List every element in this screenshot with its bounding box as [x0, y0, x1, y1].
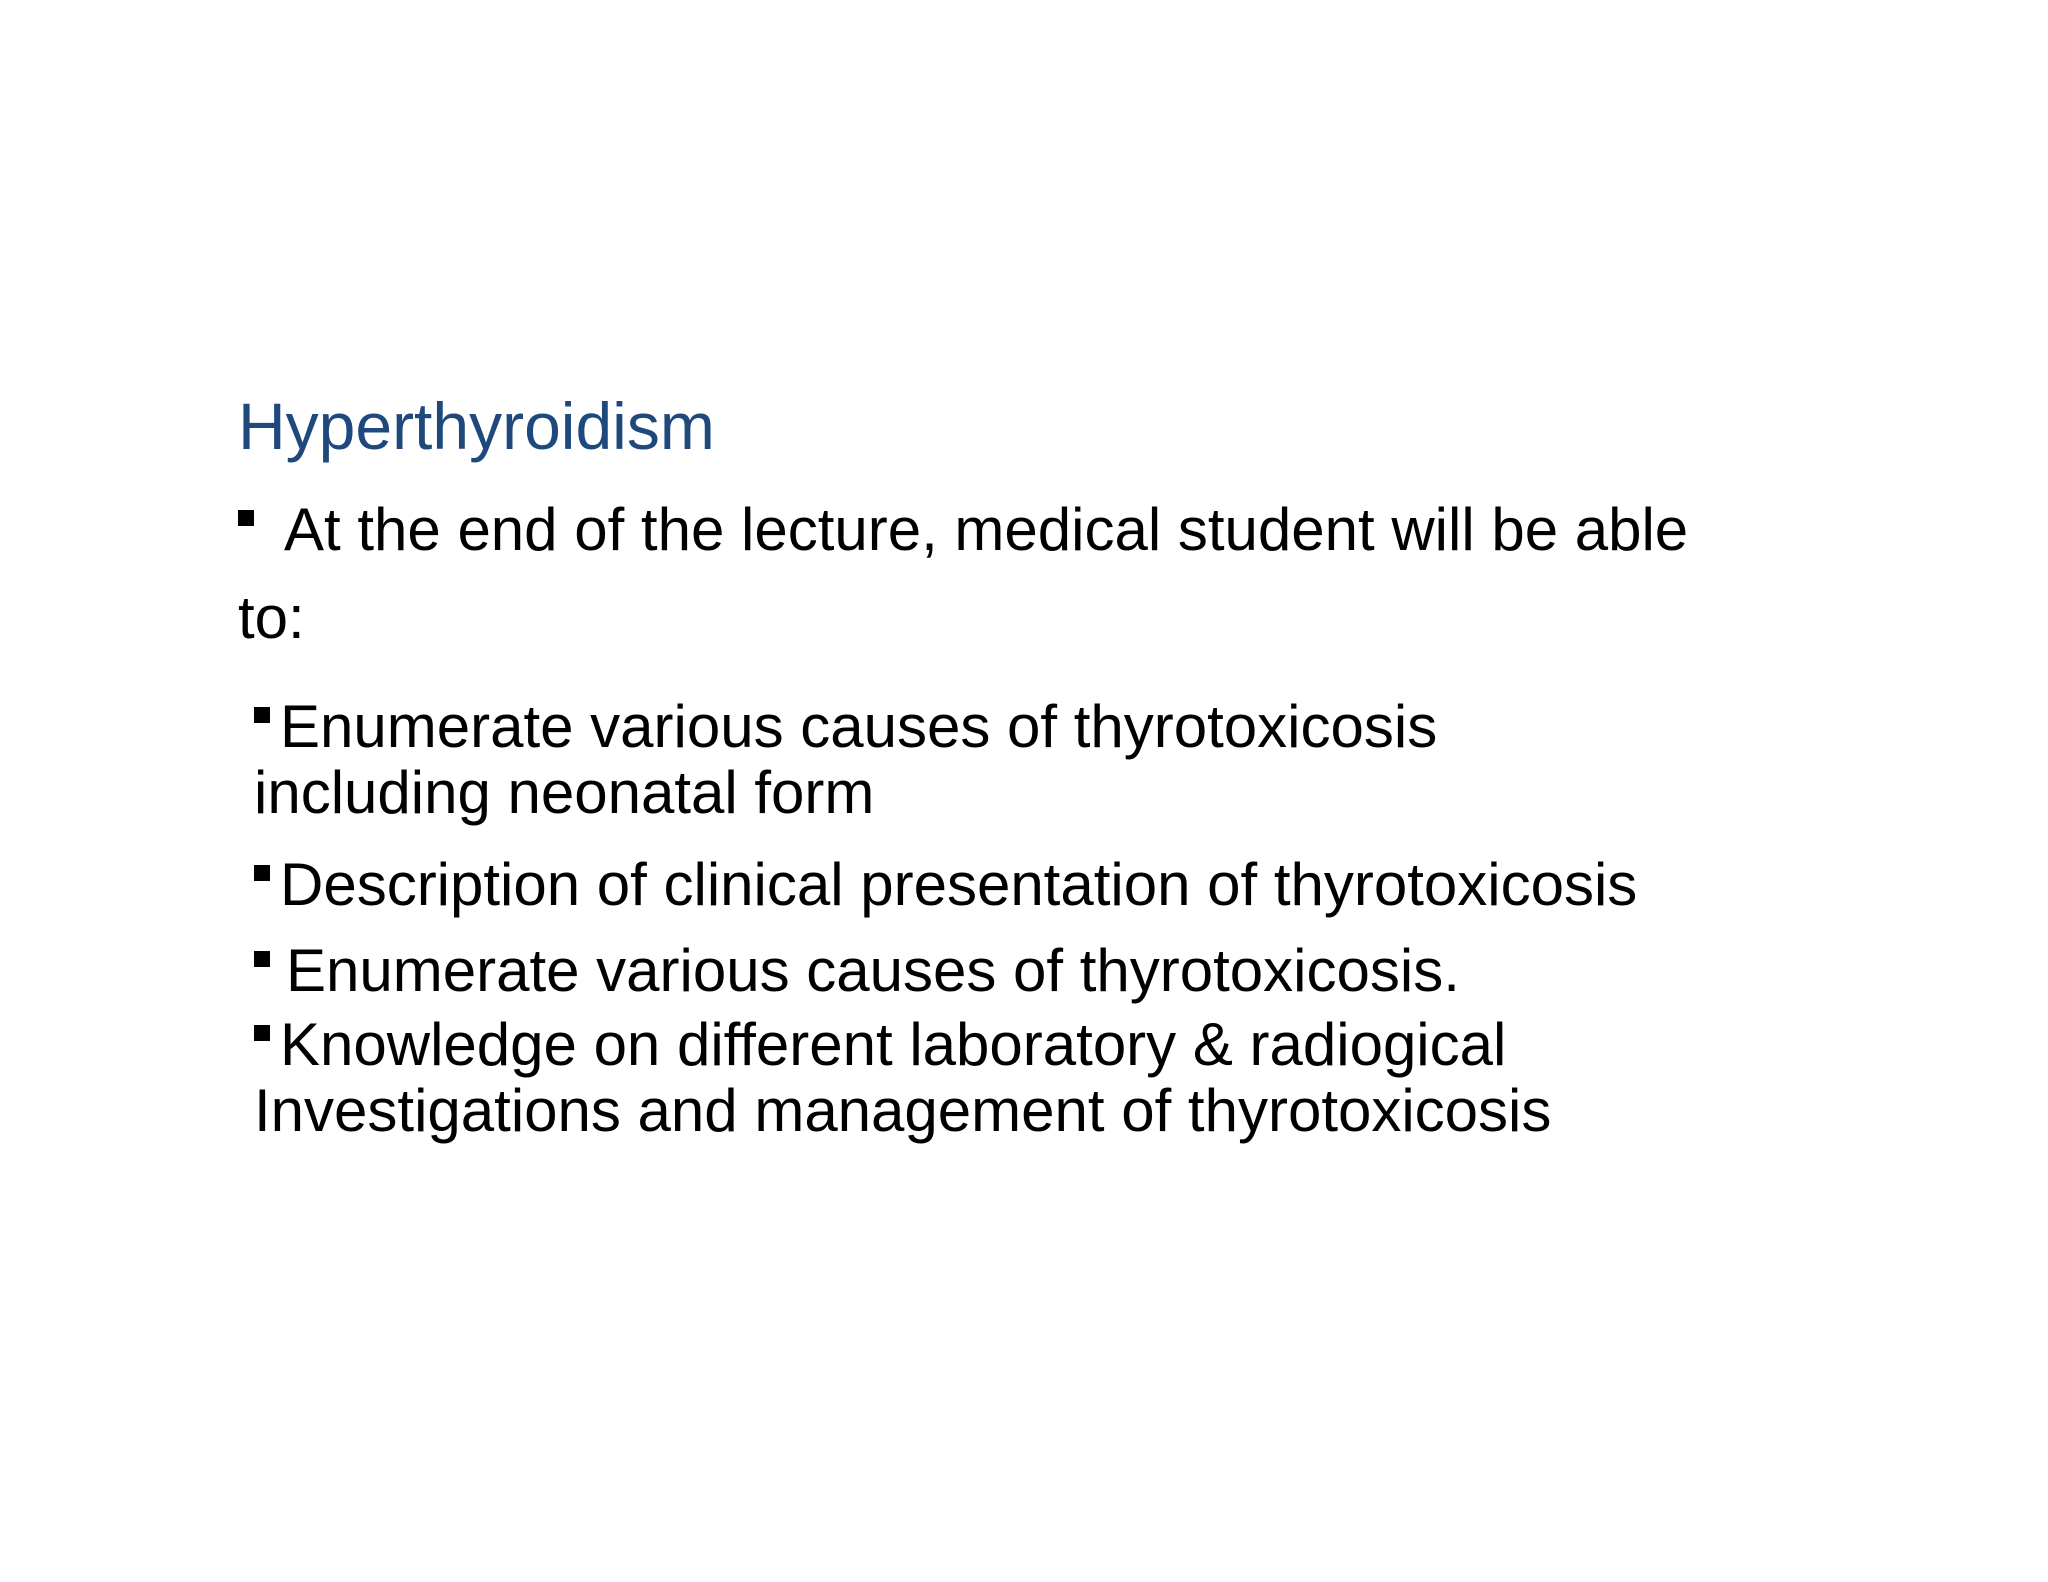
slide-title: Hyperthyroidism [238, 389, 715, 463]
objective-text: Enumerate various causes of thyrotoxicosis. [286, 937, 1460, 1004]
square-bullet-icon [238, 510, 254, 526]
square-bullet-icon [254, 1025, 270, 1041]
objective-text-continued: Investigations and management of thyrotoxicosis [254, 1077, 1552, 1144]
objective-text: Enumerate various causes of thyrotoxicosis [280, 693, 1438, 760]
objective-text: Knowledge on different laboratory & radiogical [280, 1011, 1507, 1078]
intro-label: At the end of the lecture, medical student will be able to: [238, 496, 1689, 651]
objective-item [254, 938, 1814, 1004]
square-bullet-icon [254, 707, 270, 723]
square-bullet-icon [254, 865, 270, 881]
objective-text: Description of clinical presentation of thyrotoxicosis [280, 851, 1638, 918]
objective-item [254, 852, 1814, 918]
objective-text-continued: including neonatal form [254, 759, 875, 826]
square-bullet-icon [254, 951, 270, 967]
objective-item [254, 1012, 1814, 1144]
objectives-list [254, 694, 1814, 1144]
intro-text [238, 486, 1738, 662]
objective-item [254, 694, 1814, 826]
